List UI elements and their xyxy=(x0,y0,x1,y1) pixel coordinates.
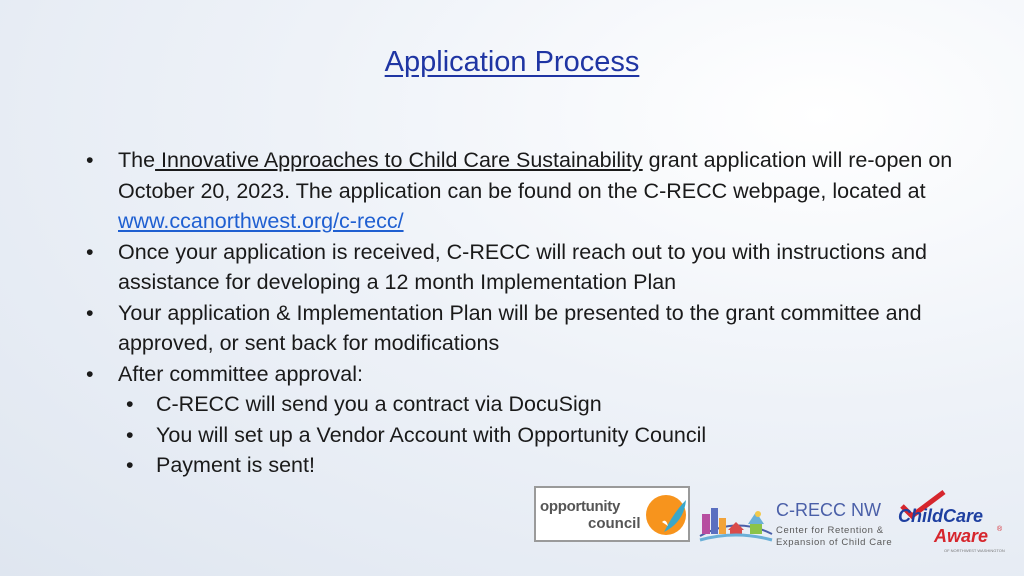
crecc-buildings-icon xyxy=(698,500,774,544)
bullet-text: The xyxy=(118,148,156,172)
program-name: Innovative Approaches to Child Care Sustainability xyxy=(155,148,643,172)
bullet-list xyxy=(86,145,966,481)
bullet-item: • Once your application is received, C-RECC will reach out to you with instructions and assistance for developing a 12 month Implementation Plan xyxy=(86,237,966,298)
crecc-webpage-link[interactable]: www.ccanorthwest.org/c-recc/ xyxy=(118,209,404,233)
bullet-text: grant application will re-open on October 20, 2023. The application can be found on the C-RECC webpage, located at xyxy=(118,148,953,203)
crecc-logo-subtitle xyxy=(776,525,892,549)
page-title: Application Process xyxy=(384,46,640,78)
bullet-item: • Your application & Implementation Plan will be presented to the grant committee and approved, or sent back for modifications xyxy=(86,298,966,359)
crecc-subtitle-line: Center for Retention & xyxy=(776,525,884,536)
sun-leaf-icon xyxy=(644,492,688,538)
childcare-aware-subtitle: OF NORTHWEST WASHINGTON xyxy=(944,548,1005,553)
logo-text: council xyxy=(588,515,641,532)
crecc-subtitle-line: Expansion of Child Care xyxy=(776,537,893,548)
sub-bullet-item: • Payment is sent! xyxy=(86,450,966,481)
childcare-aware-logo-text: ChildCare xyxy=(898,506,984,526)
registered-mark: ® xyxy=(997,526,1003,533)
sub-bullet-item: • C-RECC will send you a contract via DocuSign xyxy=(86,389,966,420)
logo-text: opportunity xyxy=(540,498,621,515)
sub-bullet-item: • You will set up a Vendor Account with Opportunity Council xyxy=(86,420,966,451)
bullet-item: • After committee approval: xyxy=(86,359,966,390)
childcare-aware-logo-text: Aware xyxy=(934,526,989,546)
bullet-item xyxy=(86,145,966,237)
crecc-logo-name: C-RECC NW xyxy=(776,500,881,520)
opportunity-council-logo xyxy=(534,486,690,542)
